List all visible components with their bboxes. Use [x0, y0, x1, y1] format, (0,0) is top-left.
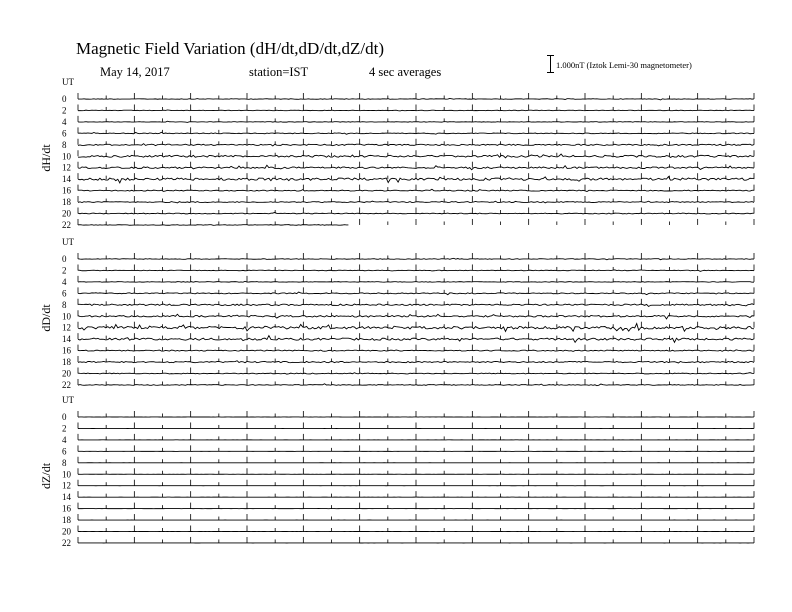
row-label: 18	[62, 357, 71, 368]
row-label: 0	[62, 254, 67, 264]
row-label: 16	[62, 345, 71, 356]
row-label: 12	[62, 480, 71, 491]
row-label: 6	[62, 446, 67, 457]
row-label: 2	[62, 265, 67, 276]
row-label: 14	[62, 334, 71, 345]
row-label: 6	[62, 128, 67, 139]
row-label: 10	[62, 311, 71, 322]
row-label: 22	[62, 219, 71, 230]
row-label: 6	[62, 288, 67, 299]
row-label: 20	[62, 526, 71, 537]
scale-label: 1.000nT (Iztok Lemi-30 magnetometer)	[556, 60, 692, 70]
row-label: 0	[62, 412, 67, 422]
row-label: 0	[62, 94, 67, 104]
station-label: station=IST	[249, 65, 309, 79]
row-label: 14	[62, 492, 71, 503]
row-label: 10	[62, 151, 71, 162]
row-label: 12	[62, 162, 71, 173]
row-label: 16	[62, 185, 71, 196]
row-label: 10	[62, 469, 71, 480]
row-label: 12	[62, 322, 71, 333]
row-label: 18	[62, 197, 71, 208]
averages-label: 4 sec averages	[369, 65, 442, 79]
ut-axis-label: UT	[62, 237, 74, 247]
row-label: 22	[62, 379, 71, 390]
chart-title: Magnetic Field Variation (dH/dt,dD/dt,dZ/dt)	[76, 39, 385, 58]
panel-ylabel: dZ/dt	[39, 462, 53, 489]
row-label: 8	[62, 299, 67, 310]
row-label: 2	[62, 423, 67, 434]
row-label: 20	[62, 368, 71, 379]
scale-bar-icon	[550, 55, 551, 73]
row-label: 4	[62, 116, 67, 127]
ut-axis-label: UT	[62, 77, 74, 87]
row-label: 18	[62, 515, 71, 526]
row-label: 8	[62, 139, 67, 150]
row-label: 8	[62, 457, 67, 468]
panel-ylabel: dH/dt	[39, 144, 53, 172]
row-label: 22	[62, 537, 71, 548]
row-label: 4	[62, 434, 67, 445]
row-label: 20	[62, 208, 71, 219]
series-trace	[78, 225, 348, 226]
panel-ylabel: dD/dt	[39, 304, 53, 332]
ut-axis-label: UT	[62, 395, 74, 405]
row-label: 16	[62, 503, 71, 514]
date-label: May 14, 2017	[100, 65, 170, 79]
row-label: 2	[62, 105, 67, 116]
row-label: 4	[62, 276, 67, 287]
row-label: 14	[62, 174, 71, 185]
